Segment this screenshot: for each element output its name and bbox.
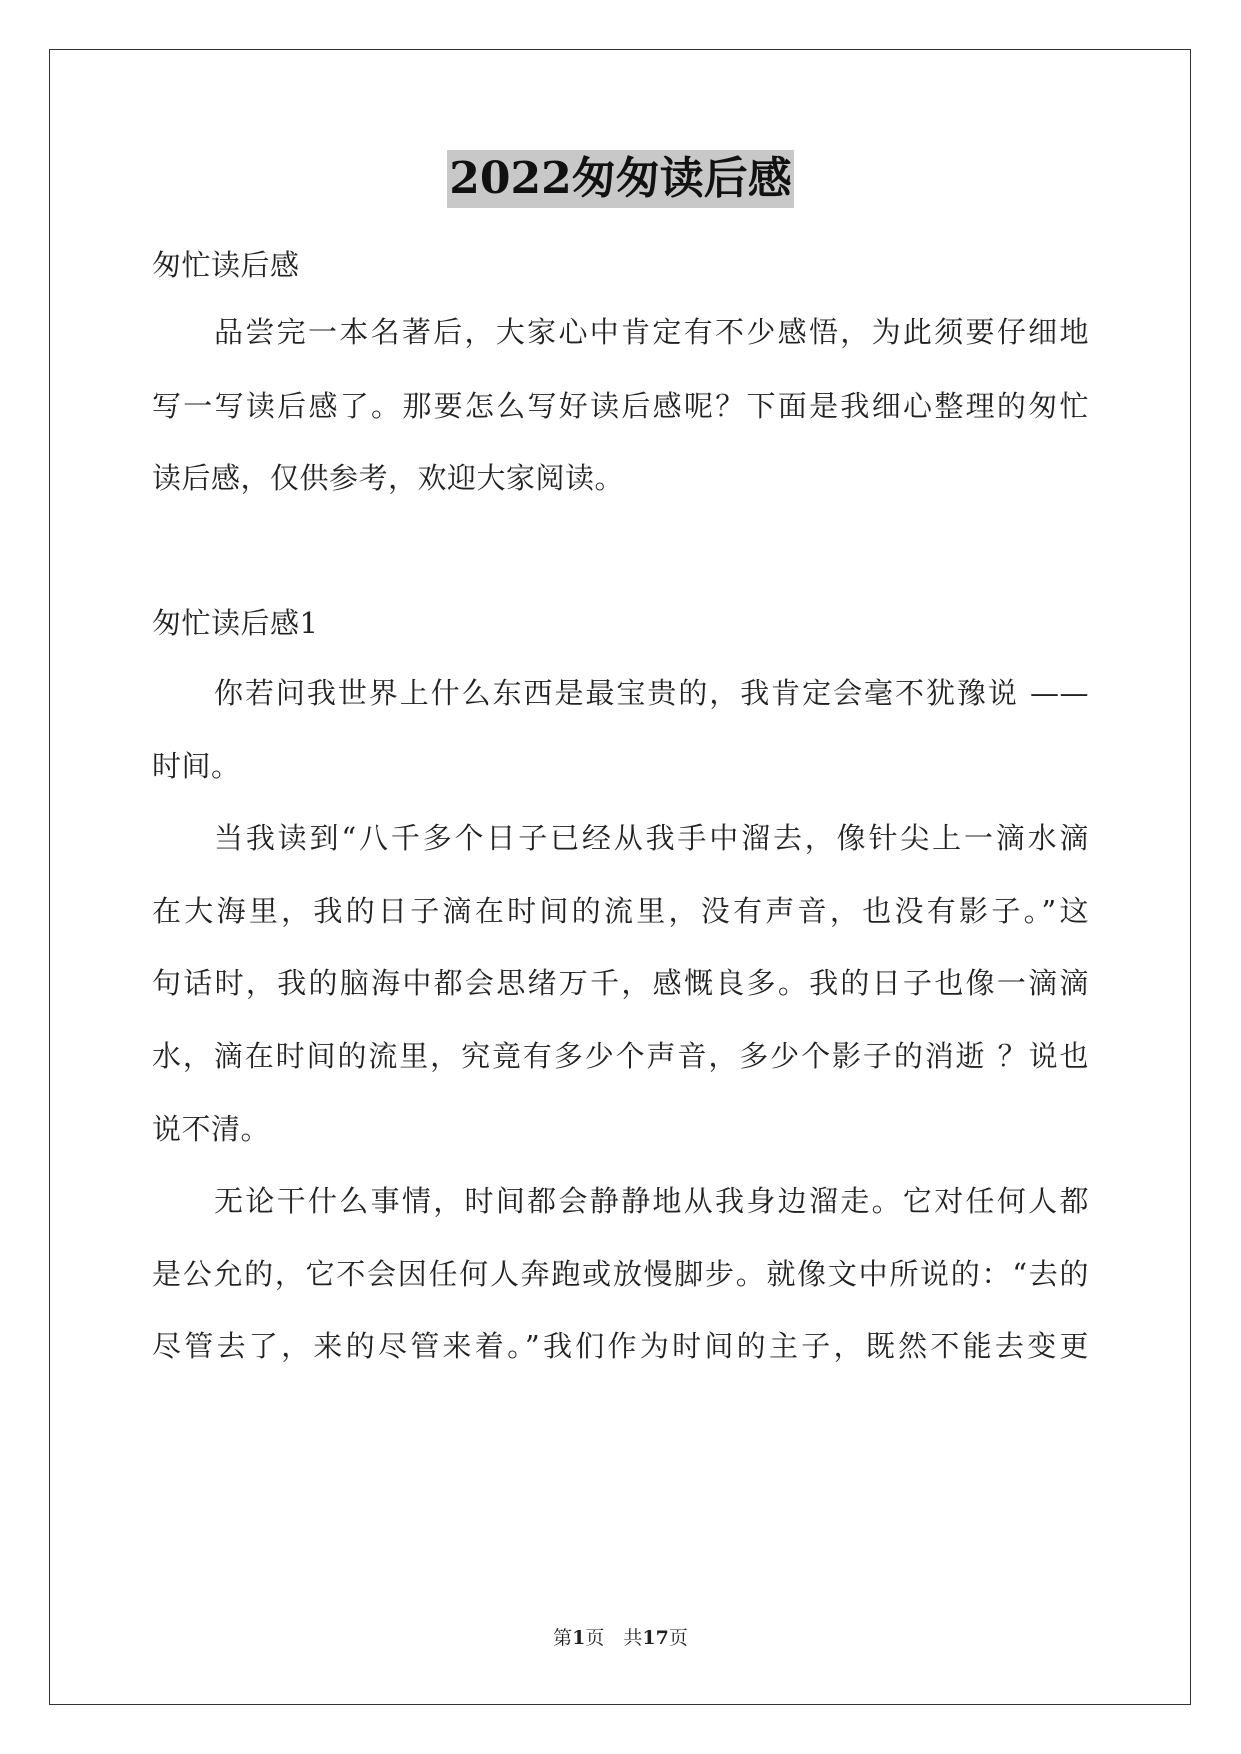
page-prefix: 第 <box>553 1627 573 1649</box>
section-heading: 匆忙读后感1 <box>152 606 319 640</box>
paragraph-line: 尽管去了，来的尽管来着。”我们作为时间的主子，既然不能去变更 <box>152 1329 1089 1363</box>
section-heading: 匆忙读后感 <box>152 248 300 282</box>
title-container <box>0 150 1241 208</box>
paragraph-line: 无论干什么事情，时间都会静静地从我身边溜走。它对任何人都 <box>214 1184 1089 1218</box>
paragraph-line: 读后感，仅供参考，欢迎大家阅读。 <box>152 461 625 495</box>
paragraph-line: 说不清。 <box>152 1112 271 1146</box>
paragraph-line: 是公允的，它不会因任何人奔跑或放慢脚步。就像文中所说的：“去的 <box>152 1257 1089 1291</box>
page-mid: 页 共 <box>585 1627 643 1649</box>
paragraph-line: 当我读到“八千多个日子已经从我手中溜去，像针尖上一滴水滴 <box>214 821 1089 855</box>
page-suffix: 页 <box>668 1627 688 1649</box>
paragraph-line: 句话时，我的脑海中都会思绪万千，感慨良多。我的日子也像一滴滴 <box>152 966 1089 1000</box>
paragraph-line: 写一写读后感了。那要怎么写好读后感呢？下面是我细心整理的匆忙 <box>152 389 1089 423</box>
paragraph-line: 你若问我世界上什么东西是最宝贵的，我肯定会毫不犹豫说 —— <box>214 676 1089 710</box>
page-number-footer <box>0 1626 1241 1650</box>
page-border <box>49 49 1191 1705</box>
paragraph-line: 时间。 <box>152 749 241 783</box>
paragraph-line: 品尝完一本名著后，大家心中肯定有不少感悟，为此须要仔细地 <box>214 315 1089 349</box>
document-title: 2022匆匆读后感 <box>447 150 793 208</box>
total-page-count: 17 <box>642 1627 669 1649</box>
paragraph-line: 水，滴在时间的流里，究竟有多少个声音，多少个影子的消逝 ？说也 <box>152 1039 1089 1073</box>
paragraph-line: 在大海里，我的日子滴在时间的流里，没有声音，也没有影子。”这 <box>152 894 1089 928</box>
current-page-number: 1 <box>572 1627 586 1649</box>
